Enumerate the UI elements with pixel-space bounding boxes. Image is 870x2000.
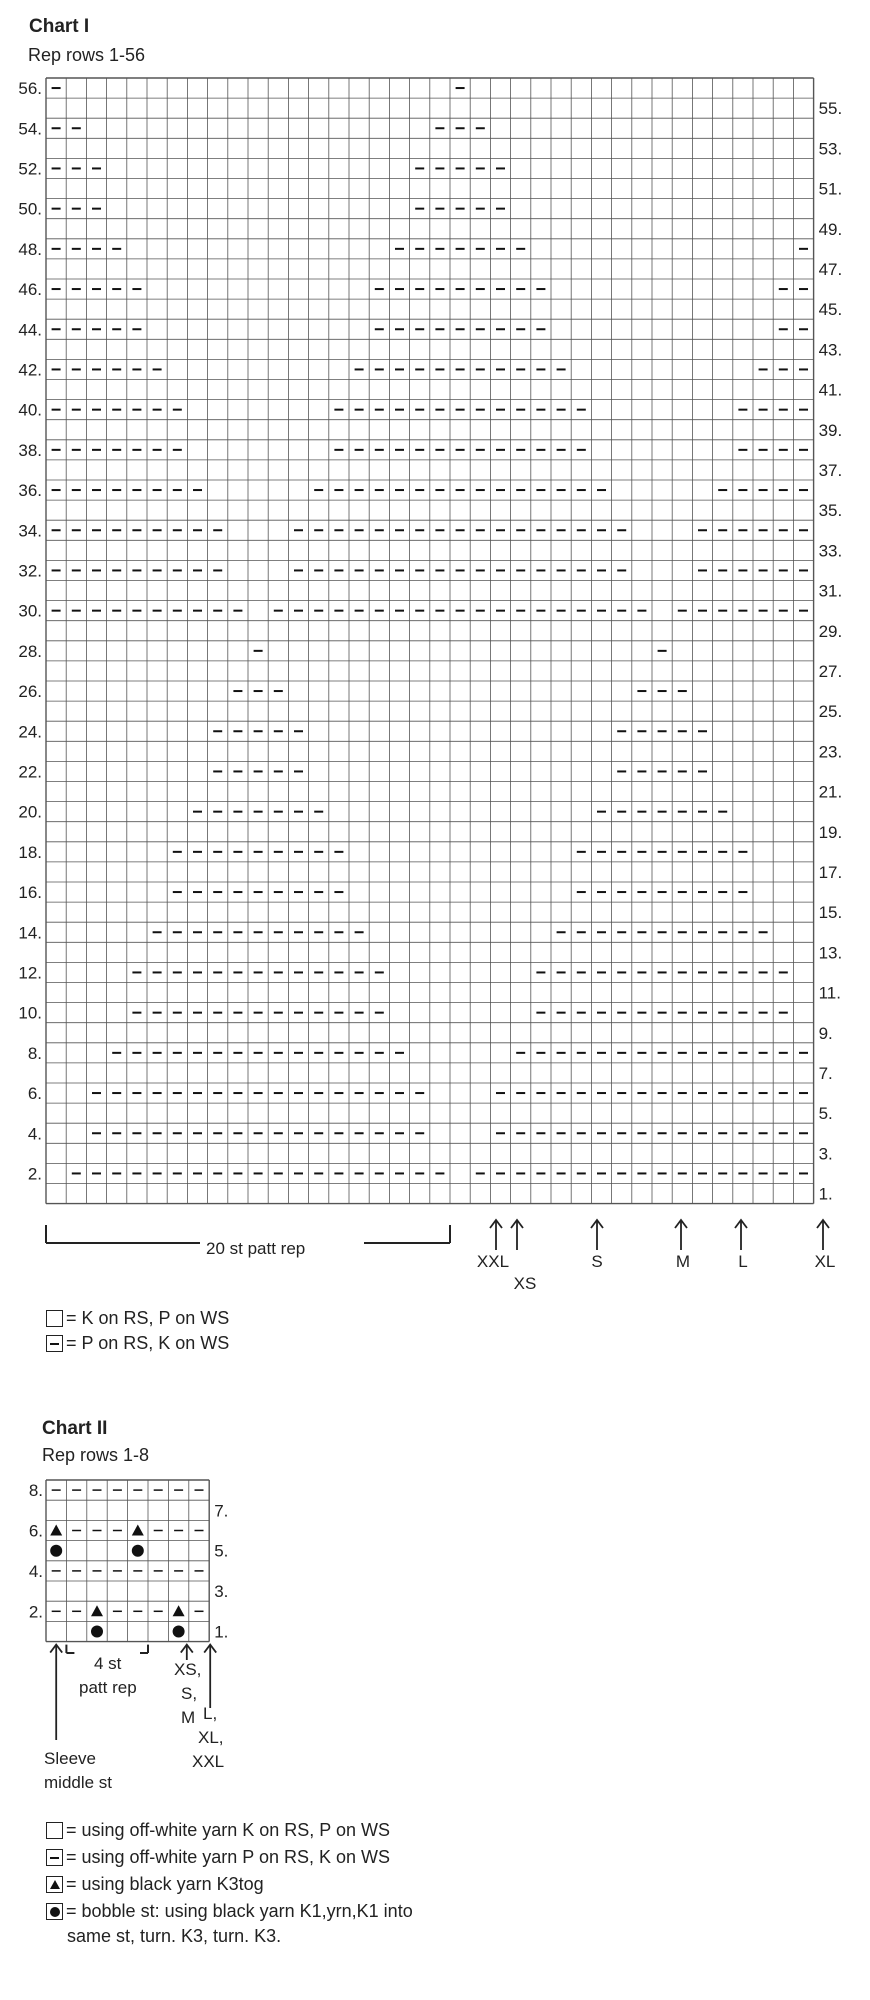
bobble-dot (91, 1626, 103, 1638)
row-label: 43. (818, 340, 843, 360)
row-label: 7. (214, 1501, 229, 1521)
row-label: 42. (18, 360, 42, 380)
row-label: 3. (818, 1144, 833, 1164)
empty-square-icon (46, 1822, 63, 1839)
row-label: 34. (18, 521, 42, 541)
row-label: 54. (18, 119, 42, 139)
size-label: L (738, 1252, 748, 1271)
patt-rep-label: 20 st patt rep (206, 1239, 306, 1258)
dash-square-icon (46, 1849, 63, 1866)
chart2-title: Chart II (42, 1418, 108, 1439)
k3tog-triangle (173, 1605, 185, 1616)
row-label: 56. (18, 79, 42, 99)
size-label: XL (814, 1252, 836, 1271)
row-label: 55. (818, 99, 843, 119)
row-label: 17. (818, 862, 843, 882)
row-label: 33. (818, 541, 843, 561)
row-label: 18. (18, 842, 42, 862)
row-label: 13. (818, 943, 843, 963)
size-label-l: L, (203, 1704, 218, 1723)
chart2-legend-item (46, 1847, 390, 1868)
row-label: 38. (18, 440, 42, 460)
sleeve-label-1: Sleeve (44, 1749, 96, 1768)
empty-square-icon (46, 1310, 63, 1327)
chart2-legend-item (46, 1820, 390, 1841)
bobble-dot (173, 1626, 185, 1638)
row-label: 24. (18, 722, 42, 742)
legend-continuation: same st, turn. K3, turn. K3. (67, 1926, 282, 1946)
row-label: 22. (18, 762, 42, 782)
row-label: 25. (818, 702, 843, 722)
chart1-legend-item (46, 1308, 229, 1329)
chart1-legend-item (46, 1333, 229, 1354)
k3tog-triangle (50, 1525, 62, 1536)
row-label: 12. (18, 963, 42, 983)
row-label: 5. (818, 1104, 833, 1124)
k3tog-triangle (91, 1605, 103, 1616)
size-label-xxl: XXL (192, 1752, 225, 1771)
row-label: 50. (18, 199, 42, 219)
sleeve-label-2: middle st (44, 1773, 113, 1792)
row-label: 16. (18, 883, 42, 903)
chart2-grid (0, 1460, 300, 1790)
patt-rep-label-1: 4 st (94, 1654, 122, 1673)
row-label: 4. (27, 1124, 42, 1144)
dash-square-icon (46, 1335, 63, 1352)
size-label-s: S, (181, 1684, 198, 1703)
row-label: 47. (818, 259, 843, 279)
row-label: 14. (18, 923, 42, 943)
triangle-icon (46, 1876, 63, 1893)
row-label: 40. (18, 400, 42, 420)
chart2-legend-item (46, 1901, 413, 1922)
row-label: 41. (818, 380, 843, 400)
row-label: 48. (18, 239, 42, 259)
size-label-m: M (181, 1708, 196, 1727)
size-label: XS (513, 1274, 537, 1293)
row-label: 31. (818, 581, 843, 601)
row-label: 6. (27, 1084, 42, 1104)
row-label: 28. (18, 641, 42, 661)
row-label: 10. (18, 1003, 42, 1023)
row-label: 19. (818, 822, 843, 842)
legend-text: = using off-white yarn K on RS, P on WS (66, 1820, 390, 1840)
legend-text: = P on RS, K on WS (66, 1333, 230, 1353)
row-label: 53. (818, 139, 843, 159)
size-label-xl: XL, (198, 1728, 224, 1747)
row-label: 27. (818, 661, 843, 681)
size-label: XXL (476, 1252, 510, 1271)
row-label: 2. (28, 1602, 43, 1622)
row-label: 30. (18, 601, 42, 621)
size-label: S (591, 1252, 603, 1271)
size-label-xs: XS, (174, 1660, 202, 1679)
row-label: 29. (818, 621, 843, 641)
bobble-dot-icon (46, 1903, 63, 1920)
bobble-dot (50, 1545, 62, 1557)
k3tog-triangle (132, 1525, 144, 1536)
chart1-title: Chart I (29, 16, 90, 37)
chart1-subtitle: Rep rows 1-56 (28, 45, 146, 65)
row-label: 51. (818, 179, 843, 199)
legend-text: = using black yarn K3tog (66, 1874, 264, 1894)
row-label: 36. (18, 481, 42, 501)
row-label: 44. (18, 320, 42, 340)
row-label: 11. (818, 983, 841, 1003)
row-label: 26. (18, 682, 42, 702)
row-label: 52. (18, 159, 42, 179)
row-label: 3. (214, 1582, 229, 1602)
row-label: 32. (18, 561, 42, 581)
row-label: 8. (27, 1043, 42, 1063)
row-label: 6. (28, 1521, 43, 1541)
row-label: 21. (818, 782, 843, 802)
legend-text: = bobble st: using black yarn K1,yrn,K1 into (66, 1901, 413, 1921)
chart2-subtitle: Rep rows 1-8 (42, 1445, 150, 1465)
row-label: 23. (818, 742, 843, 762)
row-label: 20. (18, 802, 42, 822)
row-label: 37. (818, 460, 843, 480)
size-label: M (675, 1252, 691, 1271)
row-label: 45. (818, 300, 843, 320)
legend-text: = using off-white yarn P on RS, K on WS (66, 1847, 390, 1867)
row-label: 2. (27, 1164, 42, 1184)
row-label: 49. (818, 219, 843, 239)
row-label: 46. (18, 280, 42, 300)
row-label: 5. (214, 1541, 229, 1561)
row-label: 35. (818, 501, 843, 521)
row-label: 1. (214, 1622, 229, 1642)
row-label: 1. (818, 1184, 833, 1204)
row-label: 39. (818, 420, 843, 440)
row-label: 7. (818, 1063, 833, 1083)
bobble-dot (132, 1545, 144, 1557)
row-label: 15. (818, 903, 843, 923)
row-label: 8. (28, 1481, 43, 1501)
chart2-legend-item (46, 1874, 264, 1895)
row-label: 9. (818, 1023, 833, 1043)
row-label: 4. (28, 1561, 43, 1581)
legend-text: = K on RS, P on WS (66, 1308, 230, 1328)
patt-rep-label-2: patt rep (79, 1678, 137, 1697)
